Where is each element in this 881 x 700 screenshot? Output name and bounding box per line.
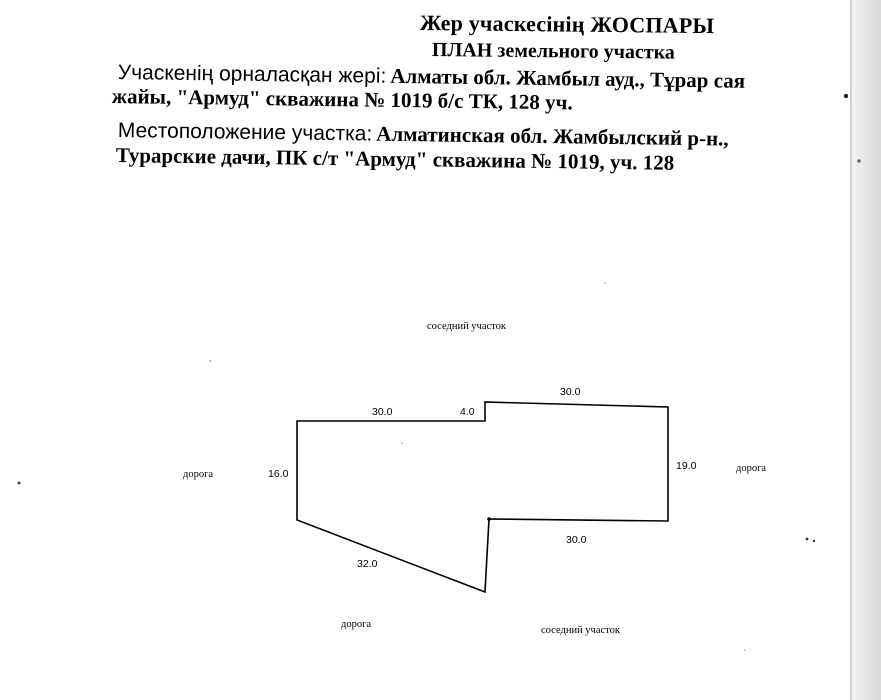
location-kk-value-1: Алматы обл. Жамбыл ауд., Тұрар сая (390, 63, 746, 93)
dimension-step: 4.0 (460, 406, 475, 418)
scan-speck (813, 540, 815, 542)
plot-boundary (297, 402, 668, 592)
road-label-right: дорога (736, 463, 767, 474)
neighbor-label-bottom-right: соседний участок (541, 625, 620, 636)
road-label-bottom-left: дорога (341, 619, 372, 630)
road-label-left: дорога (183, 469, 214, 480)
scan-speck (806, 538, 809, 541)
location-ru-label: Местоположение участка: (117, 118, 373, 146)
neighbor-label-top: соседний участок (427, 321, 506, 332)
scan-speck (18, 482, 21, 485)
dimension-top-right: 30.0 (560, 386, 581, 398)
title-russian: ПЛАН земельного участка (431, 39, 675, 64)
scan-speck (209, 360, 211, 362)
scan-speck (401, 442, 403, 444)
dimension-right: 19.0 (676, 460, 697, 472)
title-kazakh: Жер учаскесінің ЖОСПАРЫ (419, 10, 715, 39)
dimension-left: 16.0 (268, 468, 289, 480)
scan-speck (857, 159, 860, 162)
scan-speck (744, 649, 746, 651)
location-kk-label: Учаскенің орналасқан жері: (117, 60, 387, 88)
dimension-bottom-right: 30.0 (566, 534, 587, 546)
location-ru-value-2: Турарские дачи, ПК с/т "Армуд" скважина № 1019, уч. 128 (115, 143, 675, 175)
boundary-point-marker (487, 517, 491, 521)
scan-speck (604, 282, 606, 284)
location-ru-value-1: Алматинская обл. Жамбылский р-н., (376, 121, 729, 151)
location-kk-value-2: жайы, "Армуд" скважина № 1019 б/с ТК, 128 уч. (111, 84, 573, 115)
dimension-diagonal: 32.0 (357, 558, 378, 570)
dimension-top-left: 30.0 (372, 406, 393, 418)
scan-speck (844, 94, 848, 98)
